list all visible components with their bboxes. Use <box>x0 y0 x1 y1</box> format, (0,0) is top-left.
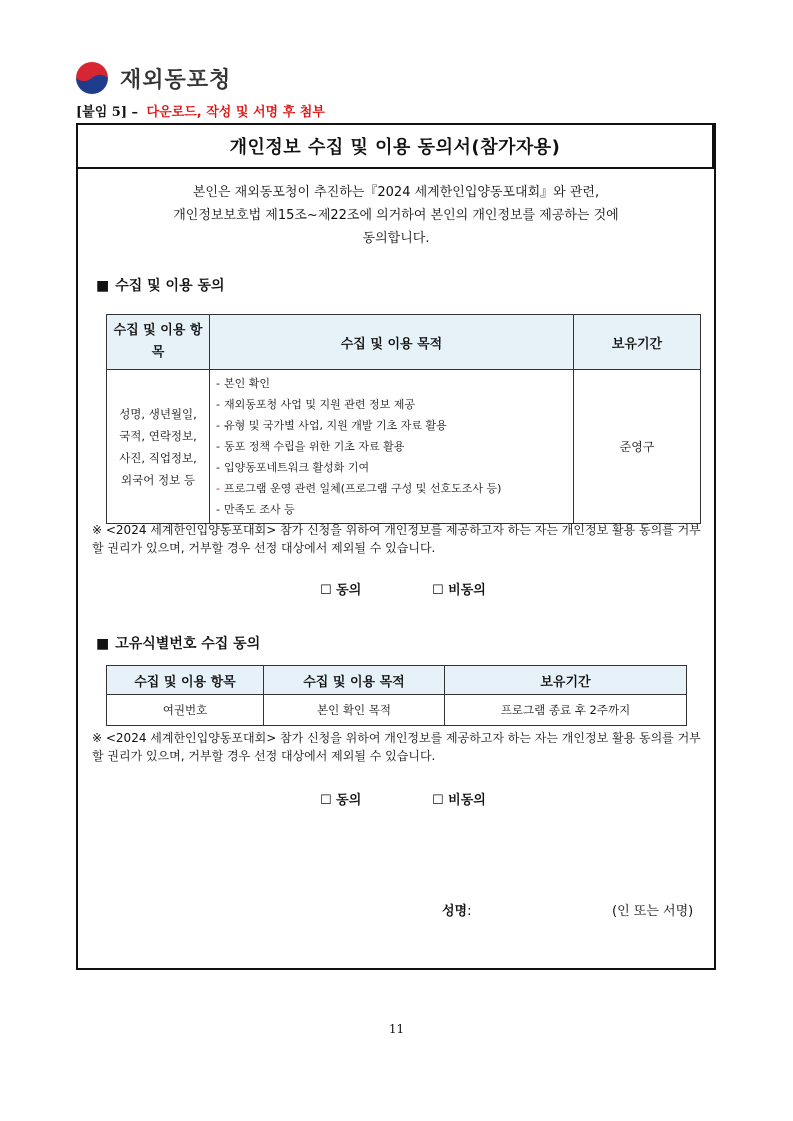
section2-note: ※ <2024 세계한인입양동포대회> 참가 신청을 위하여 개인정보를 제공하고자 하는 자는 개인정보 활용 동의를 거부할 권리가 있으며, 거부할 경우 선정 대상에서 제외될 수 있습니다. <box>92 731 701 763</box>
table-header-row <box>107 666 687 695</box>
disagree-checkbox[interactable]: ☐ 비동의 <box>432 583 486 598</box>
attachment-instruction: 다운로드, 작성 및 서명 후 첨부 <box>146 105 325 120</box>
list-item: - 본인 확인 <box>216 377 270 390</box>
purpose-cell: 본인 확인 목적 <box>264 695 445 726</box>
column-header-purpose: 수집 및 이용 목적 <box>210 315 574 370</box>
logo-text: 재외동포청 <box>120 67 232 93</box>
table-header-row <box>107 315 701 370</box>
square-bullet-icon: ■ <box>96 636 110 652</box>
disagree-checkbox[interactable]: ☐ 비동의 <box>432 793 486 808</box>
items-cell: 여권번호 <box>107 695 264 726</box>
intro-line: 본인은 재외동포청이 추진하는『2024 세계한인입양동포대회』와 관련, <box>192 185 600 200</box>
attachment-label: [붙임 5] – <box>76 105 139 120</box>
attachment-line <box>76 101 325 120</box>
agree-checkbox[interactable]: ☐ 동의 <box>320 793 362 808</box>
section1-heading: ■ 수집 및 이용 동의 <box>96 278 225 294</box>
intro-paragraph <box>98 181 694 250</box>
form-title-box <box>78 125 714 169</box>
page-number: 11 <box>388 1022 405 1036</box>
intro-line: 동의합니다. <box>362 231 430 246</box>
unique-id-table <box>106 665 687 726</box>
logo <box>74 60 231 96</box>
items-cell: 성명, 생년월일, 국적, 연락정보, 사진, 직업정보, 외국어 정보 등 <box>107 370 210 524</box>
column-header-period: 보유기간 <box>445 666 687 695</box>
form-title: 개인정보 수집 및 이용 동의서(참가자용) <box>229 137 561 158</box>
signature-field[interactable]: (인 또는 서명) <box>612 904 694 919</box>
intro-line: 개인정보보호법 제15조~제22조에 의거하여 본인의 개인정보를 제공하는 것에 <box>173 208 619 223</box>
list-item: - 동포 정책 수립을 위한 기초 자료 활용 <box>216 440 405 453</box>
signature-name-label: 성명: <box>442 904 472 919</box>
government-emblem-icon <box>74 60 110 96</box>
section1-note: ※ <2024 세계한인입양동포대회> 참가 신청을 위하여 개인정보를 제공하고자 하는 자는 개인정보 활용 동의를 거부할 권리가 있으며, 거부할 경우 선정 대상에서 제외될 수 있습니다. <box>92 523 701 555</box>
square-bullet-icon: ■ <box>96 278 110 294</box>
list-item: - 만족도 조사 등 <box>216 503 295 516</box>
list-item: - 재외동포청 사업 및 지원 관련 정보 제공 <box>216 398 415 411</box>
column-header-items: 수집 및 이용 항목 <box>107 315 210 370</box>
period-cell: 준영구 <box>574 370 701 524</box>
agree-checkbox[interactable]: ☐ 동의 <box>320 583 362 598</box>
period-cell: 프로그램 종료 후 2주까지 <box>445 695 687 726</box>
column-header-purpose: 수집 및 이용 목적 <box>264 666 445 695</box>
column-header-period: 보유기간 <box>574 315 701 370</box>
list-item: - 유형 및 국가별 사업, 지원 개발 기초 자료 활용 <box>216 419 447 432</box>
collection-table <box>106 314 701 524</box>
consent-form <box>76 123 716 970</box>
section2-heading: ■ 고유식별번호 수집 동의 <box>96 636 261 652</box>
purposes-cell <box>210 370 574 524</box>
column-header-items: 수집 및 이용 항목 <box>107 666 264 695</box>
list-item: - 프로그램 운영 관련 일체(프로그램 구성 및 선호도조사 등) <box>216 482 502 495</box>
table-row <box>107 370 701 524</box>
table-row <box>107 695 687 726</box>
list-item: - 입양동포네트워크 활성화 기여 <box>216 461 370 474</box>
